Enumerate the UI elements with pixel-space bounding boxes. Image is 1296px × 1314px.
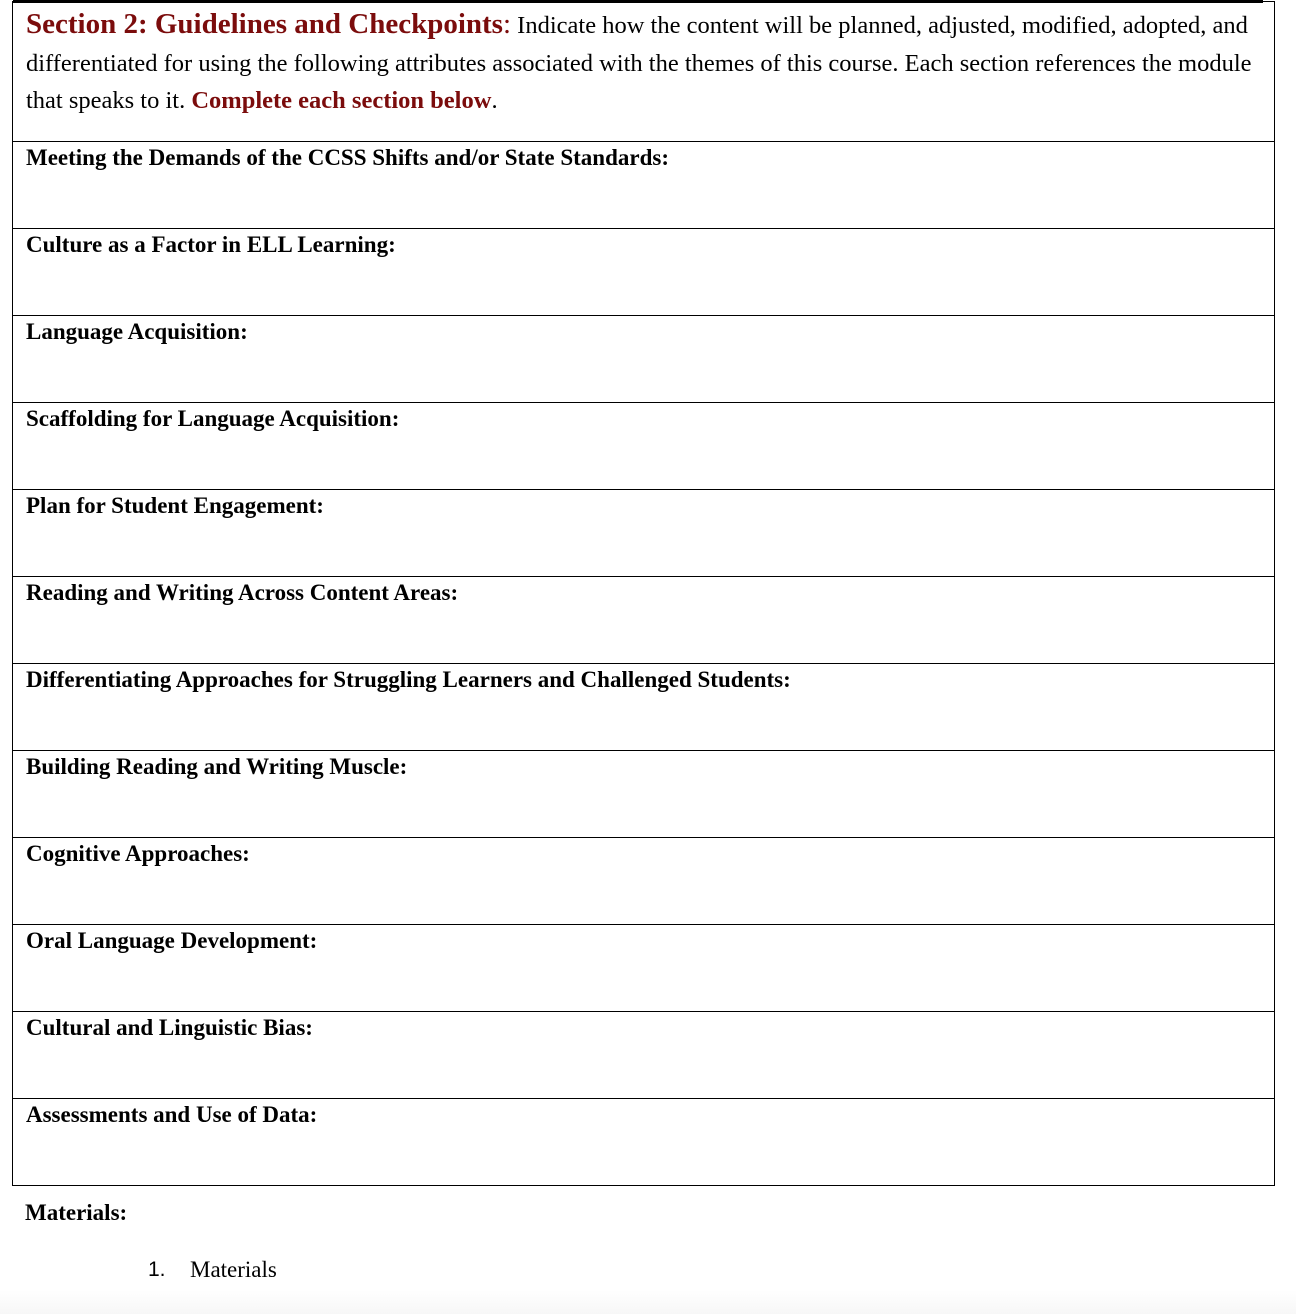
section-label: Reading and Writing Across Content Areas: <box>26 580 459 605</box>
section-row <box>13 925 1275 1012</box>
section-cell-bias[interactable] <box>13 1012 1275 1099</box>
section-row <box>13 229 1275 316</box>
section-row <box>13 1099 1275 1186</box>
section-row <box>13 664 1275 751</box>
section-row <box>13 316 1275 403</box>
section-label: Differentiating Approaches for Struggling Learners and Challenged Students: <box>26 667 791 692</box>
materials-list-item <box>148 1255 277 1285</box>
section-row <box>13 490 1275 577</box>
section-label: Oral Language Development: <box>26 928 318 953</box>
section-row <box>13 403 1275 490</box>
section-label: Plan for Student Engagement: <box>26 493 324 518</box>
section-row <box>13 577 1275 664</box>
section-label: Cognitive Approaches: <box>26 841 250 866</box>
section-row <box>13 1012 1275 1099</box>
intro-end: . <box>491 87 498 114</box>
intro-body: Indicate how the content will be planned, adjusted, modified, adopted, and differentiated for using the following attributes associated with the themes of this course. Each section references the module that speaks to it. <box>26 12 1252 114</box>
section-label: Meeting the Demands of the CCSS Shifts and/or State Standards: <box>26 145 669 170</box>
section-title-colon: : <box>502 8 512 40</box>
intro-cell <box>13 2 1275 142</box>
section-cell-scaffolding[interactable] <box>13 403 1275 490</box>
section-label: Assessments and Use of Data: <box>26 1102 318 1127</box>
intro-row <box>13 2 1275 142</box>
section-label: Scaffolding for Language Acquisition: <box>26 406 400 431</box>
page-bottom-edge <box>0 1290 1296 1314</box>
intro-paragraph <box>26 6 1262 120</box>
section-row <box>13 838 1275 925</box>
list-item-text: Materials <box>190 1257 277 1282</box>
section-cell-differentiating[interactable] <box>13 664 1275 751</box>
section-row <box>13 751 1275 838</box>
list-number: 1. <box>148 1258 166 1281</box>
section-cell-engagement[interactable] <box>13 490 1275 577</box>
section-cell-culture[interactable] <box>13 229 1275 316</box>
section-cell-reading-writing[interactable] <box>13 577 1275 664</box>
guidelines-table <box>12 1 1275 1186</box>
section-cell-oral-language[interactable] <box>13 925 1275 1012</box>
call-to-action: Complete each section below <box>191 87 492 114</box>
section-row <box>13 142 1275 229</box>
section-cell-assessments[interactable] <box>13 1099 1275 1186</box>
section-cell-ccss[interactable] <box>13 142 1275 229</box>
materials-list <box>148 1255 277 1285</box>
section-label: Culture as a Factor in ELL Learning: <box>26 232 396 257</box>
section-cell-language-acquisition[interactable] <box>13 316 1275 403</box>
section-label: Language Acquisition: <box>26 319 248 344</box>
section-label: Cultural and Linguistic Bias: <box>26 1015 313 1040</box>
section-title: Section 2: Guidelines and Checkpoints <box>26 8 503 40</box>
section-cell-cognitive[interactable] <box>13 838 1275 925</box>
section-label: Building Reading and Writing Muscle: <box>26 754 408 779</box>
section-cell-muscle[interactable] <box>13 751 1275 838</box>
materials-heading: Materials: <box>25 1200 128 1225</box>
